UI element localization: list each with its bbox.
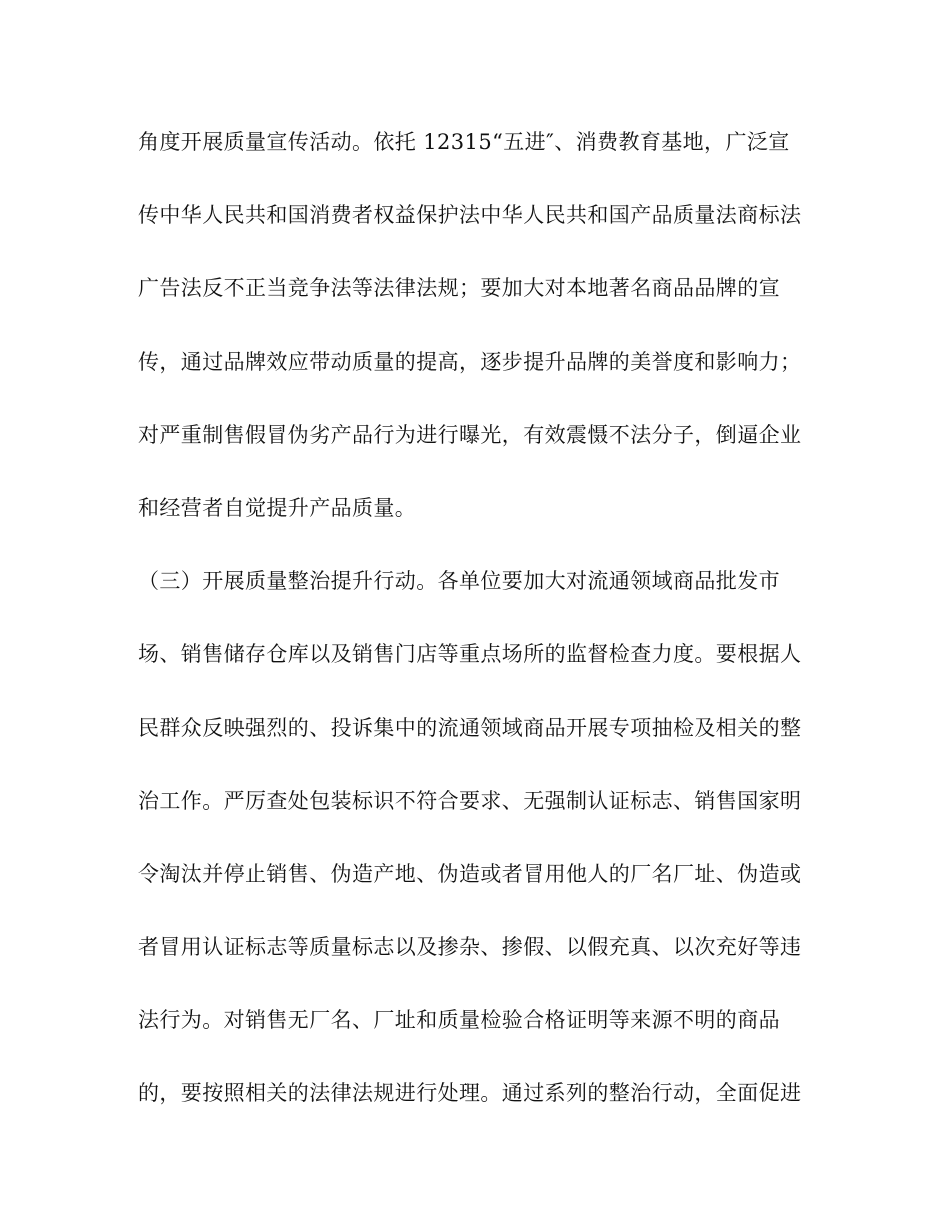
text-line: 传中华人民共和国消费者权益保护法中华人民共和国产品质量法商标法: [138, 203, 802, 228]
text-line: 者冒用认证标志等质量标志以及掺杂、掺假、以假充真、以次充好等违: [138, 935, 802, 960]
text-line: 民群众反映强烈的、投诉集中的流通领域商品开展专项抽检及相关的整: [138, 715, 802, 740]
text-line: （三）开展质量整治提升行动。各单位要加大对流通领域商品批发市: [138, 569, 780, 594]
text-line: 场、销售储存仓库以及销售门店等重点场所的监督检查力度。要根据人: [138, 642, 802, 667]
text-line: 法行为。对销售无厂名、厂址和质量检验合格证明等来源不明的商品: [138, 1008, 780, 1033]
text-line: 的，要按照相关的法律法规进行处理。通过系列的整治行动，全面促进: [138, 1081, 802, 1106]
text-line: 对严重制售假冒伪劣产品行为进行曝光，有效震慑不法分子，倒逼企业: [138, 422, 802, 447]
text-line: 令淘汰并停止销售、伪造产地、伪造或者冒用他人的厂名厂址、伪造或: [138, 861, 802, 886]
text-line: 和经营者自觉提升产品质量。: [138, 495, 417, 520]
text-line: 广告法反不正当竞争法等法律法规；要加大对本地著名商品品牌的宣: [138, 276, 780, 301]
text-line: 传，通过品牌效应带动质量的提高，逐步提升品牌的美誉度和影响力；: [138, 349, 802, 374]
text-line: 角度开展质量宣传活动。依托 12315“五进″、消费教育基地，广泛宣: [138, 130, 790, 154]
document-body: [138, 124, 828, 1149]
text-line: 治工作。严厉查处包装标识不符合要求、无强制认证标志、销售国家明: [138, 788, 802, 813]
